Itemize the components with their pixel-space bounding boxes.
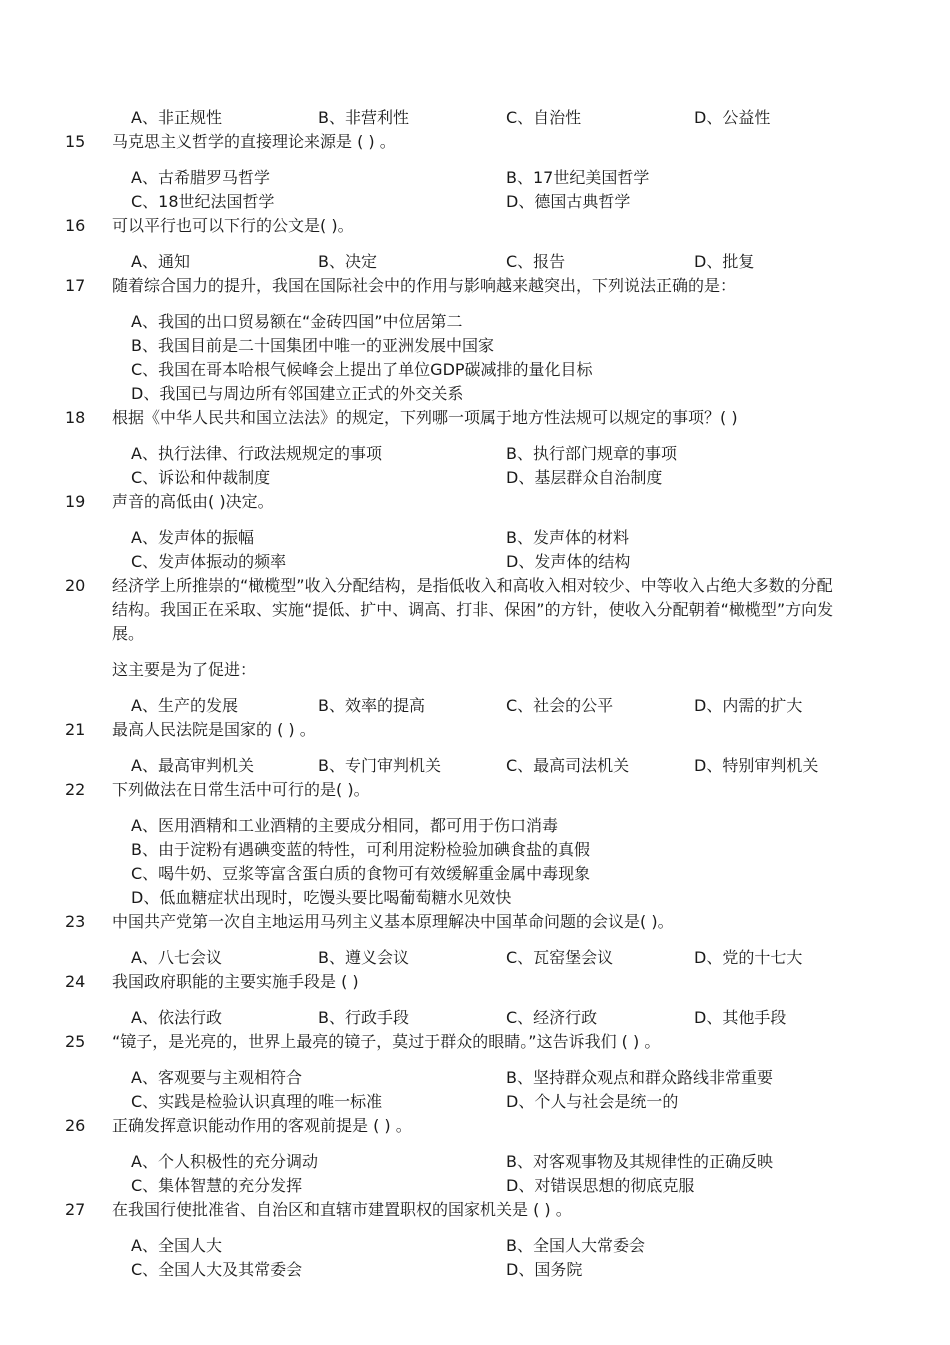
q20-option-d: D、内需的扩大 <box>694 696 803 715</box>
q20-options-row <box>0 695 950 717</box>
q25-option-b: B、坚持群众观点和群众路线非常重要 <box>506 1068 773 1087</box>
q25-options-row-1 <box>0 1067 950 1089</box>
q25-options-row-2 <box>0 1091 950 1113</box>
question-number: 18 <box>65 408 86 427</box>
question-number: 21 <box>65 720 86 739</box>
q14-option-b: B、非营利性 <box>318 108 409 127</box>
question-text: 根据《中华人民共和国立法法》的规定，下列哪一项属于地方性法规可以规定的事项？( ) <box>112 408 738 427</box>
q27-option-b: B、全国人大常委会 <box>506 1236 645 1255</box>
q27-option-c: C、全国人大及其常委会 <box>131 1260 303 1279</box>
q21-option-c: C、最高司法机关 <box>506 756 630 775</box>
q25-option-a: A、客观要与主观相符合 <box>131 1068 302 1087</box>
question-number: 26 <box>65 1116 86 1135</box>
question-number: 16 <box>65 216 86 235</box>
q15-option-a: A、古希腊罗马哲学 <box>131 168 270 187</box>
question-17 <box>0 275 950 297</box>
q26-options-row-2 <box>0 1175 950 1197</box>
question-20-line-4 <box>0 659 950 681</box>
q18-option-d: D、基层群众自治制度 <box>506 468 663 487</box>
question-15 <box>0 131 950 153</box>
question-text: 可以平行也可以下行的公文是( )。 <box>112 216 354 235</box>
q15-option-d: D、德国古典哲学 <box>506 192 631 211</box>
q23-option-d: D、党的十七大 <box>694 948 803 967</box>
question-text: 中国共产党第一次自主地运用马列主义基本原理解决中国革命问题的会议是( )。 <box>112 912 674 931</box>
q17-option-c: C、我国在哥本哈根气候峰会上提出了单位GDP碳减排的量化目标 <box>131 360 593 379</box>
q23-options-row <box>0 947 950 969</box>
q16-options-row <box>0 251 950 273</box>
q20-option-b: B、效率的提高 <box>318 696 425 715</box>
q19-option-c: C、发声体振动的频率 <box>131 552 287 571</box>
q15-options-row-1 <box>0 167 950 189</box>
question-text: 正确发挥意识能动作用的客观前提是 ( ) 。 <box>112 1116 412 1135</box>
question-23 <box>0 911 950 933</box>
question-text-line-4: 这主要是为了促进： <box>112 660 257 679</box>
q20-option-c: C、社会的公平 <box>506 696 614 715</box>
q15-option-c: C、18世纪法国哲学 <box>131 192 275 211</box>
question-number: 20 <box>65 576 86 595</box>
question-20 <box>0 575 950 597</box>
question-number: 22 <box>65 780 86 799</box>
q18-option-b: B、执行部门规章的事项 <box>506 444 677 463</box>
q22-option-row-a <box>0 815 950 837</box>
q14-option-a: A、非正规性 <box>131 108 222 127</box>
q26-option-a: A、个人积极性的充分调动 <box>131 1152 318 1171</box>
q21-option-d: D、特别审判机关 <box>694 756 819 775</box>
question-text: 下列做法在日常生活中可行的是( )。 <box>112 780 370 799</box>
q17-option-b: B、我国目前是二十国集团中唯一的亚洲发展中国家 <box>131 336 494 355</box>
q16-option-d: D、批复 <box>694 252 755 271</box>
q26-options-row-1 <box>0 1151 950 1173</box>
q22-option-d: D、低血糖症状出现时，吃馒头要比喝葡萄糖水见效快 <box>131 888 512 907</box>
question-19 <box>0 491 950 513</box>
q19-option-d: D、发声体的结构 <box>506 552 631 571</box>
q17-option-row-a <box>0 311 950 333</box>
q16-option-c: C、报告 <box>506 252 566 271</box>
question-number: 25 <box>65 1032 86 1051</box>
q15-option-b: B、17世纪美国哲学 <box>506 168 650 187</box>
q22-option-b: B、由于淀粉有遇碘变蓝的特性，可利用淀粉检验加碘食盐的真假 <box>131 840 590 859</box>
question-21 <box>0 719 950 741</box>
q22-option-c: C、喝牛奶、豆浆等富含蛋白质的食物可有效缓解重金属中毒现象 <box>131 864 591 883</box>
q23-option-b: B、遵义会议 <box>318 948 409 967</box>
q17-option-row-c <box>0 359 950 381</box>
q17-option-row-b <box>0 335 950 357</box>
q24-option-c: C、经济行政 <box>506 1008 598 1027</box>
question-text-line-3: 展。 <box>112 624 145 643</box>
q14-options-row <box>0 107 950 129</box>
q18-option-c: C、诉讼和仲裁制度 <box>131 468 271 487</box>
q18-option-a: A、执行法律、行政法规规定的事项 <box>131 444 382 463</box>
question-text: 随着综合国力的提升，我国在国际社会中的作用与影响越来越突出，下列说法正确的是： <box>112 276 737 295</box>
q19-option-a: A、发声体的振幅 <box>131 528 254 547</box>
question-18 <box>0 407 950 429</box>
q26-option-b: B、对客观事物及其规律性的正确反映 <box>506 1152 773 1171</box>
question-text: 最高人民法院是国家的 ( ) 。 <box>112 720 316 739</box>
question-16 <box>0 215 950 237</box>
q22-option-a: A、医用酒精和工业酒精的主要成分相同，都可用于伤口消毒 <box>131 816 558 835</box>
q17-option-a: A、我国的出口贸易额在“金砖四国”中位居第二 <box>131 312 463 331</box>
question-26 <box>0 1115 950 1137</box>
question-number: 27 <box>65 1200 86 1219</box>
q14-option-d: D、公益性 <box>694 108 771 127</box>
question-number: 23 <box>65 912 86 931</box>
q26-option-d: D、对错误思想的彻底克服 <box>506 1176 695 1195</box>
q15-options-row-2 <box>0 191 950 213</box>
question-text: “镜子，是光亮的，世界上最亮的镜子，莫过于群众的眼睛。”这告诉我们 ( ) 。 <box>112 1032 661 1051</box>
question-25 <box>0 1031 950 1053</box>
q24-option-b: B、行政手段 <box>318 1008 409 1027</box>
q14-option-c: C、自治性 <box>506 108 582 127</box>
q25-option-d: D、个人与社会是统一的 <box>506 1092 679 1111</box>
q19-option-b: B、发声体的材料 <box>506 528 629 547</box>
q24-options-row <box>0 1007 950 1029</box>
question-number: 24 <box>65 972 86 991</box>
q18-options-row-1 <box>0 443 950 465</box>
question-number: 15 <box>65 132 86 151</box>
q16-option-b: B、决定 <box>318 252 377 271</box>
q23-option-c: C、瓦窑堡会议 <box>506 948 614 967</box>
q27-options-row-2 <box>0 1259 950 1281</box>
question-22 <box>0 779 950 801</box>
q27-options-row-1 <box>0 1235 950 1257</box>
q22-option-row-b <box>0 839 950 861</box>
question-text: 马克思主义哲学的直接理论来源是 ( ) 。 <box>112 132 396 151</box>
q22-option-row-c <box>0 863 950 885</box>
question-text-line-2: 结构。我国正在采取、实施“提低、扩中、调高、打非、保困”的方针，使收入分配朝着“橄榄型”方向发 <box>112 600 834 619</box>
q27-option-d: D、国务院 <box>506 1260 583 1279</box>
question-27 <box>0 1199 950 1221</box>
question-text: 声音的高低由( )决定。 <box>112 492 274 511</box>
question-number: 19 <box>65 492 86 511</box>
q24-option-a: A、依法行政 <box>131 1008 222 1027</box>
q18-options-row-2 <box>0 467 950 489</box>
q19-options-row-2 <box>0 551 950 573</box>
q19-options-row-1 <box>0 527 950 549</box>
q17-option-d: D、我国已与周边所有邻国建立正式的外交关系 <box>131 384 464 403</box>
question-24 <box>0 971 950 993</box>
question-text: 在我国行使批准省、自治区和直辖市建置职权的国家机关是 ( ) 。 <box>112 1200 572 1219</box>
q22-option-row-d <box>0 887 950 909</box>
q23-option-a: A、八七会议 <box>131 948 222 967</box>
q17-option-row-d <box>0 383 950 405</box>
q21-option-b: B、专门审判机关 <box>318 756 441 775</box>
q16-option-a: A、通知 <box>131 252 190 271</box>
q24-option-d: D、其他手段 <box>694 1008 787 1027</box>
question-text: 我国政府职能的主要实施手段是 ( ) <box>112 972 359 991</box>
q20-option-a: A、生产的发展 <box>131 696 238 715</box>
q26-option-c: C、集体智慧的充分发挥 <box>131 1176 303 1195</box>
q27-option-a: A、全国人大 <box>131 1236 222 1255</box>
q21-options-row <box>0 755 950 777</box>
question-text-line-1: 经济学上所推崇的“橄榄型”收入分配结构，是指低收入和高收入相对较少、中等收入占绝大多数的分配 <box>112 576 833 595</box>
question-20-line-3 <box>0 623 950 645</box>
q25-option-c: C、实践是检验认识真理的唯一标准 <box>131 1092 383 1111</box>
question-number: 17 <box>65 276 86 295</box>
question-20-line-2 <box>0 599 950 621</box>
q21-option-a: A、最高审判机关 <box>131 756 254 775</box>
